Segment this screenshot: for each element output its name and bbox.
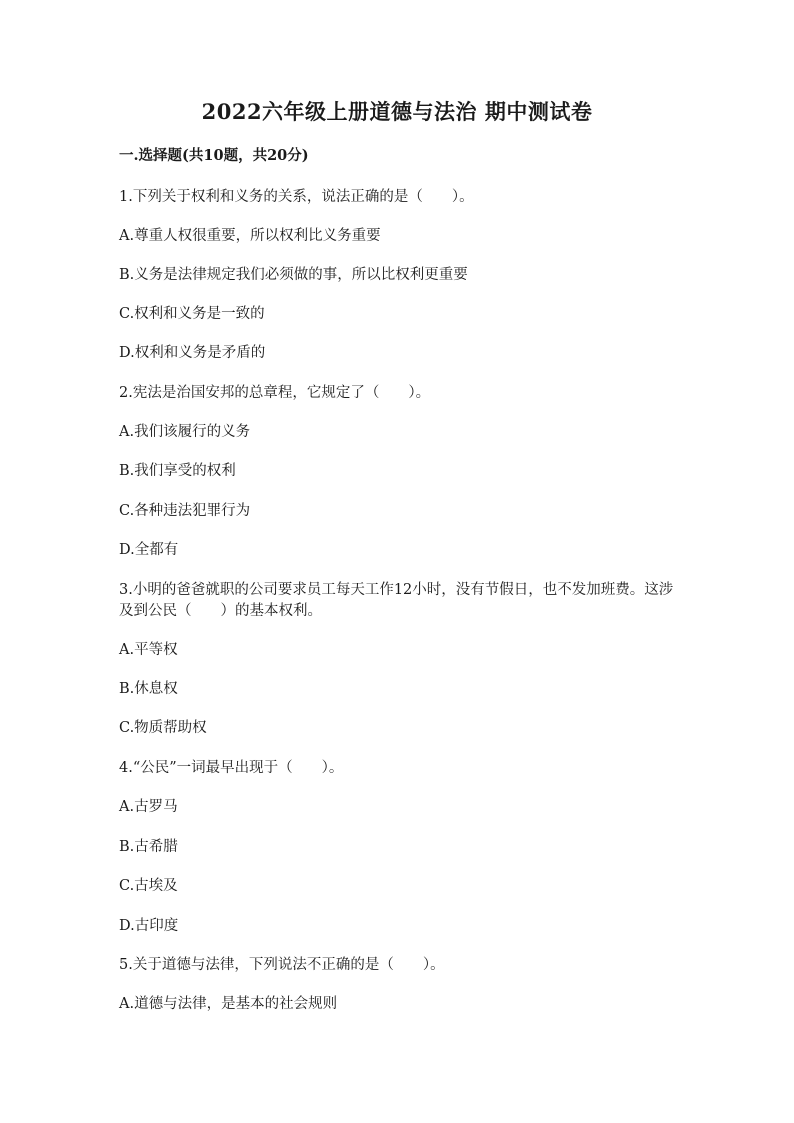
question-1-option-c: C.权利和义务是一致的 <box>119 306 265 322</box>
question-5-stem: 5.关于道德与法律，下列说法不正确的是（ ）。 <box>119 957 445 973</box>
section-heading: 一.选择题(共10题，共20分) <box>119 147 309 164</box>
question-1-option-d: D.权利和义务是矛盾的 <box>119 345 266 361</box>
question-3-option-b: B.休息权 <box>119 681 178 697</box>
question-2-option-c: C.各种违法犯罪行为 <box>119 503 251 519</box>
question-4-option-a: A.古罗马 <box>119 799 178 815</box>
question-2-option-b: B.我们享受的权利 <box>119 463 236 479</box>
question-4-option-c: C.古埃及 <box>119 878 178 894</box>
question-2-stem: 2.宪法是治国安邦的总章程，它规定了（ ）。 <box>119 385 431 401</box>
question-2-option-d: D.全都有 <box>119 542 179 558</box>
exam-title: 2022六年级上册道德与法治 期中测试卷 <box>201 99 593 124</box>
question-4-stem: 4.“公民”一词最早出现于（ ）。 <box>119 760 344 776</box>
question-1-option-b: B.义务是法律规定我们必须做的事，所以比权利更重要 <box>119 267 468 283</box>
question-1-stem: 1.下列关于权利和义务的关系，说法正确的是（ ）。 <box>119 189 474 205</box>
question-3-stem: 3.小明的爸爸就职的公司要求员工每天工作12小时，没有节假日，也不发加班费。这涉及到公民（ ）的基本权利。 <box>119 582 674 619</box>
question-3-option-a: A.平等权 <box>119 642 178 658</box>
question-2-option-a: A.我们该履行的义务 <box>119 424 251 440</box>
question-1-option-a: A.尊重人权很重要，所以权利比义务重要 <box>119 228 381 244</box>
question-4-option-d: D.古印度 <box>119 918 179 934</box>
question-3-option-c: C.物质帮助权 <box>119 720 207 736</box>
question-4-option-b: B.古希腊 <box>119 839 178 855</box>
question-5-option-a: A.道德与法律，是基本的社会规则 <box>119 996 338 1012</box>
